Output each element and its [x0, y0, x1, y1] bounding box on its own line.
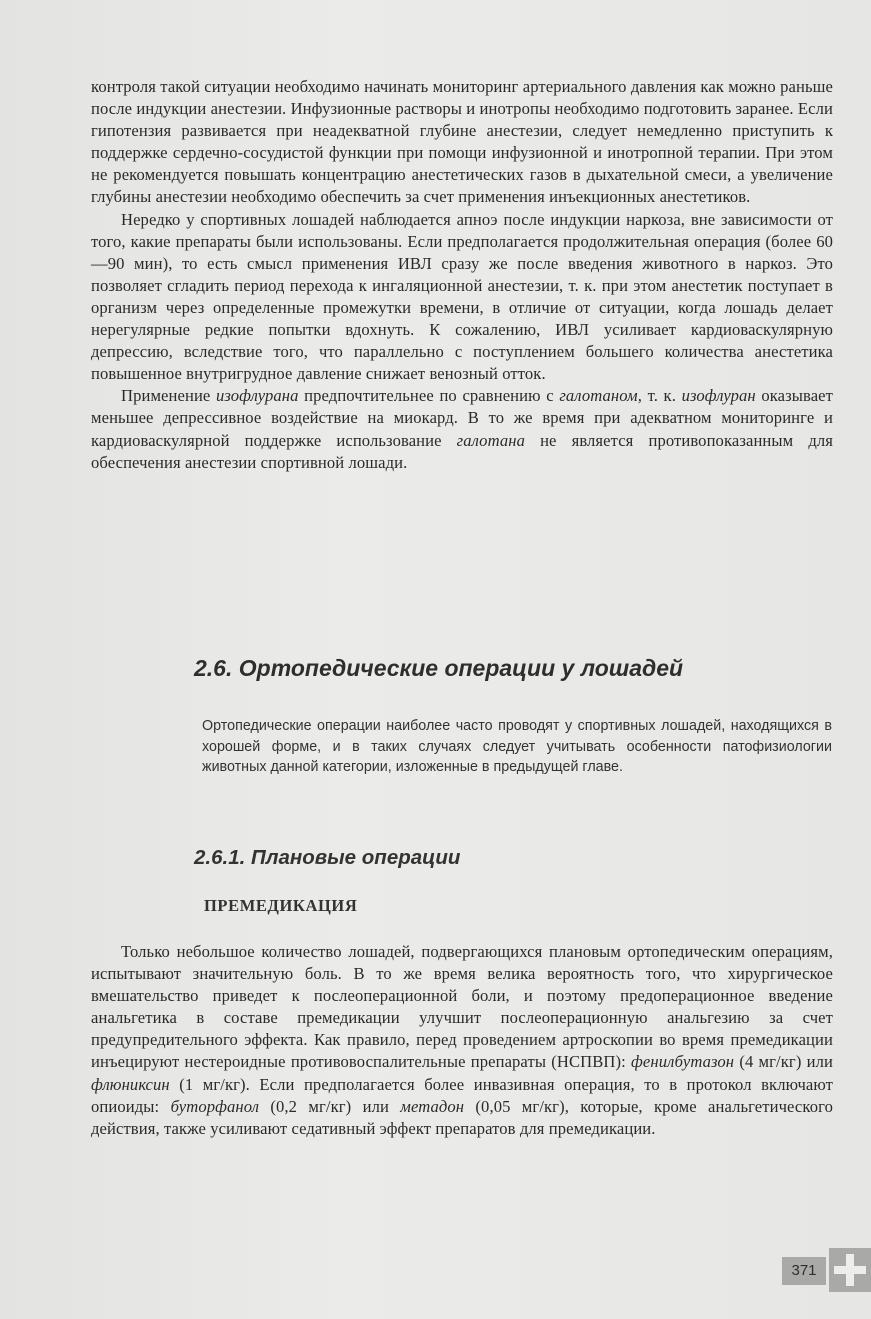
subheading: ПРЕМЕДИКАЦИЯ — [204, 896, 358, 915]
drug-name: буторфанол — [170, 1096, 260, 1116]
subsection-title: 2.6.1. Плановые операции — [194, 846, 461, 869]
section-title: 2.6. Ортопедические операции у лошадей — [194, 655, 684, 681]
drug-name: изофлуран — [681, 386, 756, 406]
drug-name: фенилбутазон — [631, 1052, 735, 1072]
paragraph: Нередко у спортивных лошадей наблюдается апноэ после индукции наркоза, вне зависимости от того, какие препараты были использованы. Если предполагается продолжительная операция (более 60—90 мин), то есть смысл применения ИВЛ сразу же после введения животного в наркоз. Это позволяет сгладить период перехода к ингаляционной анестезии, т. к. при этом анестетик поступает в организм через определенные промежутки времени, в отличие от ситуации, когда лошадь делает нерегулярные редкие попытки вдохнуть. К сожалению, ИВЛ усиливает кардиоваскулярную депрессию, вследствие того, что параллельно с поступлением большего количества анестетика повышенное внутригрудное давление снижает венозный отток. — [91, 209, 833, 384]
paragraph: Применение изофлурана предпочтительнее по сравнению с галотаном, т. к. изофлуран оказывает меньшее депрессивное воздействие на миокард. В то же время при адекватном мониторинге и кардиоваскулярной поддержке использование галотана не является противопоказанным для обеспечения анестезии спортивной лошади. — [91, 386, 833, 472]
text-block-top — [91, 76, 833, 474]
drug-name: изофлурана — [216, 386, 299, 406]
drug-name: галотаном — [559, 386, 638, 406]
paragraph: контроля такой ситуации необходимо начинать мониторинг артериального давления как можно раньше после индукции анестезии. Инфузионные растворы и инотропы необходимо подготовить заранее. Если гипотензия развивается при неадекватной глубине анестезии, следует немедленно приступить к поддержке сердечно-сосудистой функции при помощи инфузионной и инотропной терапии. При этом не рекомендуется повышать концентрацию анестетических газов в дыхательной смеси, а увеличение глубины анестезии необходимо обеспечить за счет применения инъекционных анестетиков. — [91, 77, 833, 207]
paragraph: Только небольшое количество лошадей, подвергающихся плановым ортопедическим операциям, испытывают значительную боль. В то же время велика вероятность того, что хирургическое вмешательство приведет к послеоперационной боли, и поэтому предоперационное введение анальгетика в составе премедикации улучшит послеоперационную анальгезию за счет предупредительного эффекта. Как правило, перед проведением артроскопии во время премедикации инъецируют нестероидные противовоспалительные препараты (НСПВП): фенилбутазон (4 мг/кг) или флюниксин (1 мг/кг). Если предполагается более инвазивная операция, то в протокол включают опиоиды: буторфанол (0,2 мг/кг) или метадон (0,05 мг/кг), которые, кроме анальгетического действия, также усиливают седативный эффект препаратов для премедикации. — [91, 942, 833, 1138]
text-block-bottom — [91, 941, 833, 1140]
drug-name: флюниксин — [91, 1074, 170, 1094]
drug-name: галотана — [456, 430, 525, 450]
section-abstract: Ортопедические операции наиболее часто проводят у спортивных лошадей, находящихся в хорошей форме, и в таких случаях следует учитывать особенности патофизиологии животных данной категории, изложенные в предыдущей главе. — [202, 718, 832, 776]
cross-bar-vertical — [846, 1254, 854, 1286]
page-number: 371 — [782, 1257, 826, 1285]
drug-name: метадон — [400, 1096, 465, 1116]
corner-cross-mark — [829, 1248, 871, 1292]
